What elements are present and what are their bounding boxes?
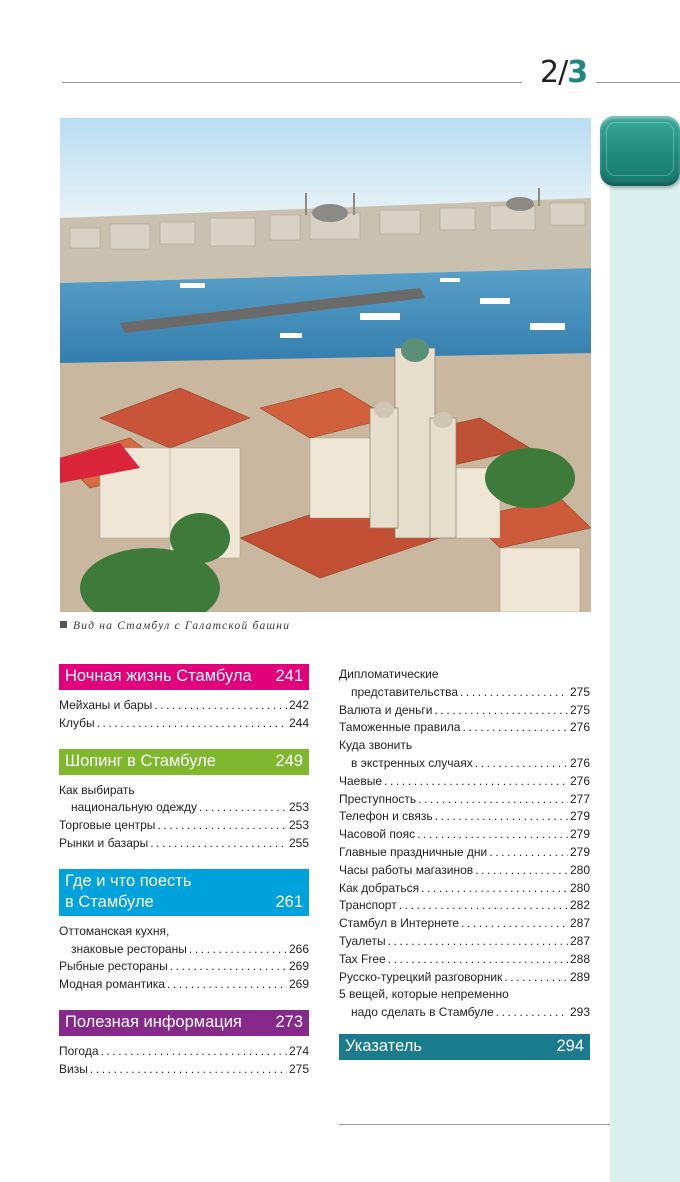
- toc-left-column: [59, 664, 309, 1079]
- chapter-tab-marker[interactable]: [600, 116, 680, 186]
- toc-entry[interactable]: Телефон и связь ..... 279: [339, 808, 590, 826]
- header-rule-left: [62, 82, 522, 83]
- toc-entry[interactable]: Стамбул в Интернете ..... 287: [339, 915, 590, 933]
- toc-entry[interactable]: знаковые рестораны ..... 266: [59, 941, 309, 959]
- footer-rule: [339, 1124, 610, 1125]
- toc-entry[interactable]: Как добраться ..... 280: [339, 880, 590, 898]
- toc-entry[interactable]: в экстренных случаях ..... 276: [339, 755, 590, 773]
- section-heading-food[interactable]: Где и что поесть в Стамбуле 261: [59, 869, 309, 916]
- toc-entry[interactable]: Модная романтика ..... 269: [59, 976, 309, 994]
- header-rule-right: [596, 82, 680, 83]
- toc-entry[interactable]: Tax Free ..... 288: [339, 951, 590, 969]
- toc-entry-line: 5 вещей, которые непременно: [339, 987, 509, 1002]
- chapter-side-strip: [610, 140, 680, 1182]
- toc-entry-line: Дипломатические: [339, 667, 439, 681]
- toc-entry[interactable]: Преступность ..... 277: [339, 791, 590, 809]
- toc-entry[interactable]: Таможенные правила ..... 276: [339, 719, 590, 737]
- toc-entry[interactable]: Мейханы и бары ..... 242: [59, 697, 309, 715]
- toc-entry[interactable]: Визы ..... 275: [59, 1061, 309, 1079]
- part-indicator: 2/3: [540, 55, 588, 90]
- section-heading-shopping[interactable]: Шопинг в Стамбуле 249: [59, 749, 309, 775]
- toc-entry[interactable]: Рынки и базары ..... 255: [59, 835, 309, 853]
- istanbul-photo: [60, 118, 591, 612]
- section-heading-nightlife[interactable]: Ночная жизнь Стамбула 241: [59, 664, 309, 690]
- section-heading-info[interactable]: Полезная информация 273: [59, 1010, 309, 1036]
- toc-entry[interactable]: Главные праздничные дни ..... 279: [339, 844, 590, 862]
- toc-entry[interactable]: национальную одежду ..... 253: [59, 799, 309, 817]
- toc-entry[interactable]: Часы работы магазинов ..... 280: [339, 862, 590, 880]
- toc-entry-line: Куда звонить: [339, 738, 413, 753]
- toc-right-column: [339, 666, 590, 1060]
- photo-caption: Вид на Стамбул с Галатской башни: [60, 620, 290, 632]
- toc-entry-line: Оттоманская кухня,: [59, 923, 170, 938]
- toc-entry-line: Как выбирать: [59, 782, 135, 797]
- toc-entry[interactable]: представительства ..... 275: [339, 684, 590, 702]
- toc-entry[interactable]: Туалеты ..... 287: [339, 933, 590, 951]
- toc-entry[interactable]: Часовой пояс ..... 279: [339, 826, 590, 844]
- square-bullet-icon: [60, 621, 67, 628]
- toc-entry[interactable]: Чаевые ..... 276: [339, 773, 590, 791]
- toc-entry[interactable]: Торговые центры ..... 253: [59, 817, 309, 835]
- toc-entry[interactable]: надо сделать в Стамбуле ..... 293: [339, 1004, 590, 1022]
- toc-entry[interactable]: Погода ..... 274: [59, 1043, 309, 1061]
- toc-entry[interactable]: Рыбные рестораны ..... 269: [59, 958, 309, 976]
- section-heading-index[interactable]: Указатель 294: [339, 1034, 590, 1060]
- toc-entry[interactable]: Русско-турецкий разговорник ..... 289: [339, 969, 590, 987]
- toc-entry[interactable]: Клубы ..... 244: [59, 715, 309, 733]
- toc-entry[interactable]: Транспорт ..... 282: [339, 897, 590, 915]
- toc-entry[interactable]: Валюта и деньги ..... 275: [339, 702, 590, 720]
